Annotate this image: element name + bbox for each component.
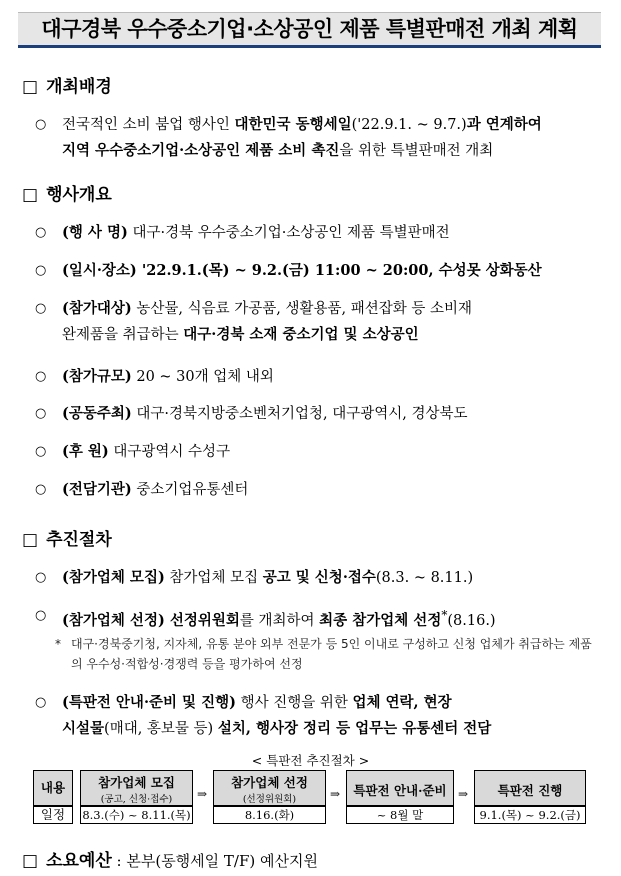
flow-arrow: ⇒ (458, 787, 469, 801)
flow-arrow: ⇒ (197, 787, 208, 801)
flow-date-run: 9.1.(목) ~ 9.2.(금) (474, 806, 586, 824)
flow-date-select: 8.16.(화) (213, 806, 326, 824)
flow-title: < 특판전 추진절차 > (251, 753, 370, 768)
flow-arrow: ⇒ (330, 787, 341, 801)
flow-step-select: 참가업체 선정 (선정위원회) (213, 770, 326, 806)
flow-step-recruit: 참가업체 모집 (공고, 신청·접수) (80, 770, 193, 806)
flow-step-run: 특판전 진행 (474, 770, 586, 806)
section-overview: □ 행사개요 (22, 185, 112, 205)
section-budget: □ 소요예산 : 본부(동행세일 T/F) 예산지원 (22, 851, 318, 871)
section-procedure: □ 추진절차 (22, 530, 112, 550)
document-title: 대구경북 우수중소기업·소상공인 제품 특별판매전 개최 계획 (18, 12, 601, 48)
section-background: □ 개최배경 (22, 77, 112, 97)
flow-row-label-content: 내용 (33, 770, 73, 806)
flow-step-prepare: 특판전 안내·준비 (346, 770, 454, 806)
flow-date-recruit: 8.3.(수) ~ 8.11.(목) (80, 806, 193, 824)
flow-date-prepare: ~ 8월 말 (346, 806, 454, 824)
flow-row-label-schedule: 일정 (33, 806, 73, 824)
